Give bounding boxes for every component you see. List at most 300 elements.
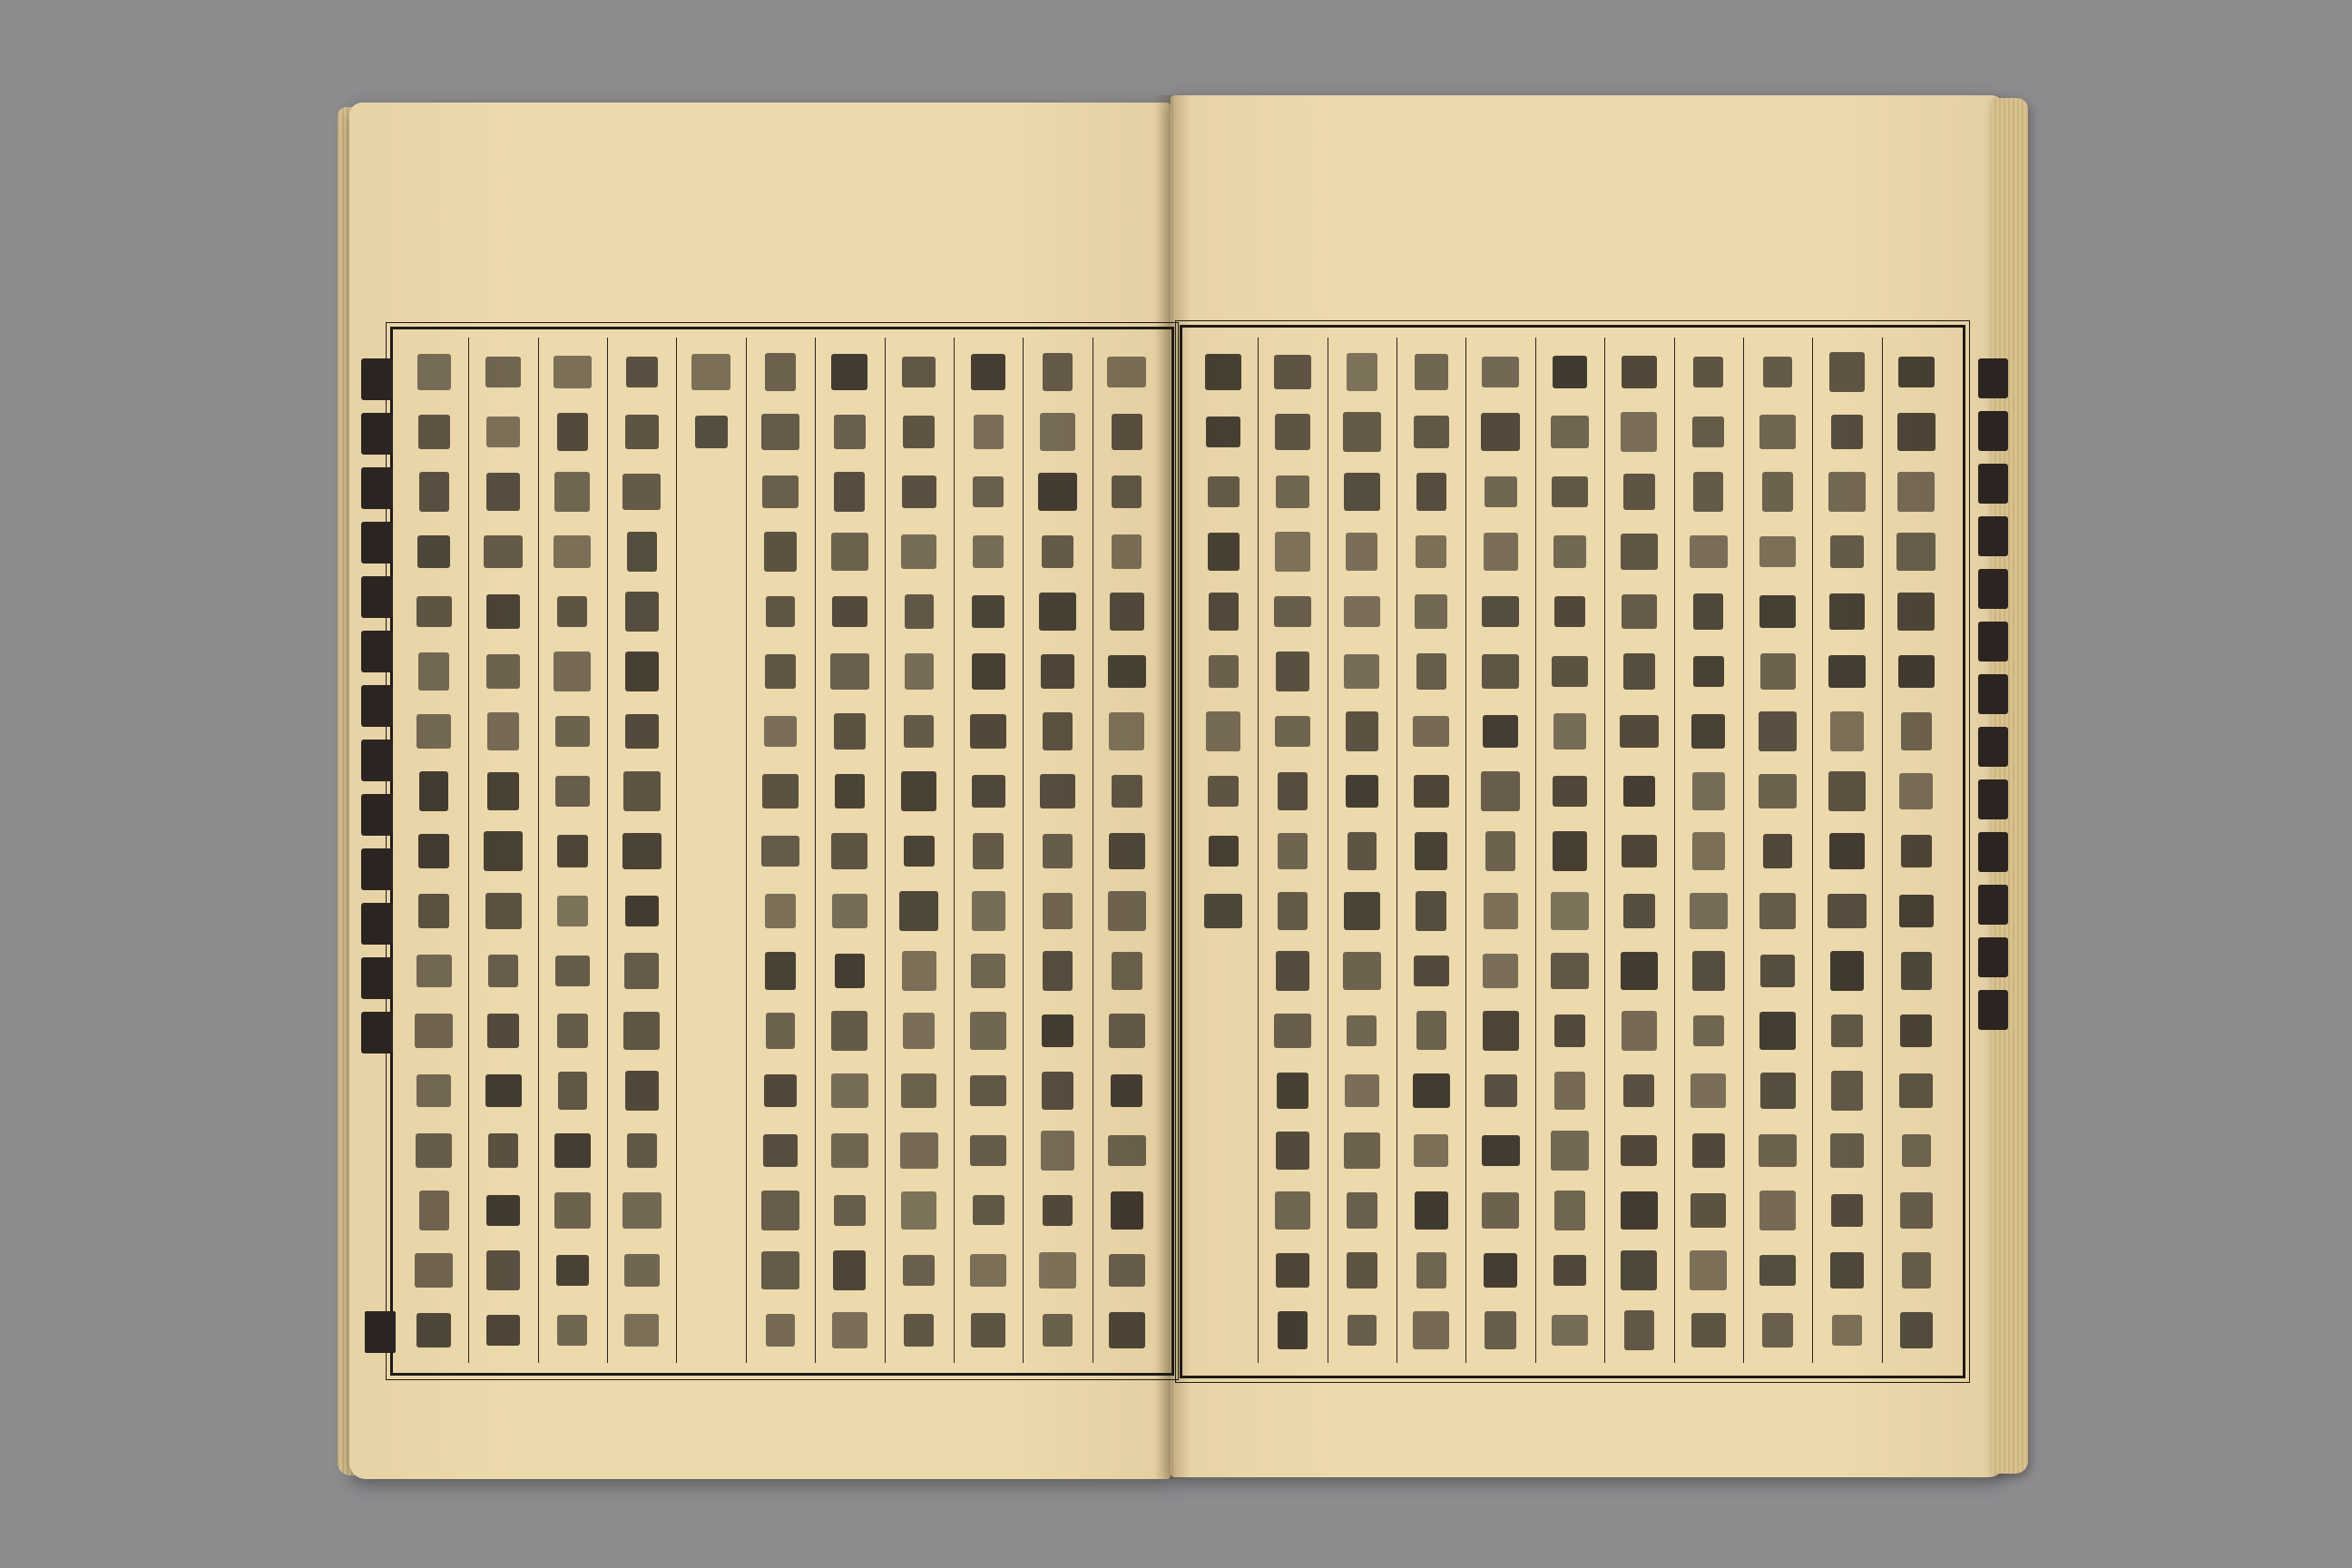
illegible-character — [1278, 892, 1308, 930]
illegible-character — [1347, 1252, 1377, 1289]
illegible-character — [1762, 472, 1794, 513]
illegible-character — [1344, 473, 1380, 512]
illegible-character — [1413, 1073, 1451, 1108]
illegible-character — [1275, 716, 1310, 746]
illegible-character — [1828, 655, 1866, 689]
illegible-character — [1415, 354, 1448, 390]
illegible-character — [361, 903, 393, 945]
illegible-character — [1898, 357, 1936, 387]
illegible-character — [1691, 1313, 1726, 1347]
column-rule — [676, 338, 677, 1363]
illegible-character — [1043, 353, 1072, 391]
illegible-character — [834, 415, 866, 448]
illegible-character — [1553, 356, 1588, 388]
illegible-character — [416, 596, 452, 627]
illegible-character — [1831, 415, 1863, 448]
illegible-character — [905, 653, 934, 690]
illegible-character — [834, 472, 865, 512]
illegible-character — [1109, 833, 1145, 869]
illegible-character — [1275, 1191, 1311, 1229]
illegible-character — [1899, 1073, 1933, 1107]
illegible-character — [1344, 892, 1380, 930]
illegible-character — [905, 594, 934, 630]
illegible-character — [1416, 653, 1446, 689]
illegible-character — [622, 474, 661, 509]
illegible-character — [419, 771, 449, 811]
illegible-character — [1759, 1191, 1796, 1230]
illegible-character — [484, 831, 522, 871]
illegible-character — [416, 714, 451, 750]
illegible-character — [554, 652, 591, 691]
illegible-character — [416, 1133, 452, 1167]
illegible-character — [1485, 476, 1517, 507]
illegible-character — [1551, 416, 1590, 447]
illegible-character — [626, 357, 658, 387]
left-page-text-columns — [399, 338, 1161, 1363]
illegible-character — [1112, 534, 1142, 570]
illegible-character — [1693, 357, 1723, 388]
illegible-character — [1209, 593, 1239, 631]
illegible-character — [557, 835, 589, 868]
illegible-character — [1112, 775, 1142, 808]
illegible-character — [834, 713, 867, 750]
illegible-character — [1345, 1074, 1379, 1106]
illegible-character — [1039, 593, 1077, 630]
illegible-character — [765, 353, 797, 391]
illegible-character — [1623, 653, 1654, 690]
illegible-character — [1828, 472, 1865, 513]
illegible-character — [1043, 1195, 1073, 1225]
illegible-character — [1621, 412, 1657, 452]
illegible-character — [1828, 894, 1866, 929]
illegible-character — [1902, 1252, 1932, 1288]
illegible-character — [1416, 891, 1446, 932]
illegible-character — [971, 1313, 1004, 1348]
illegible-character — [1690, 535, 1728, 568]
illegible-character — [1622, 356, 1657, 388]
illegible-character — [1690, 1250, 1727, 1290]
illegible-character — [417, 535, 450, 568]
illegible-character — [766, 596, 796, 628]
illegible-character — [361, 467, 393, 509]
illegible-character — [1275, 532, 1310, 573]
illegible-character — [1041, 654, 1074, 689]
illegible-character — [1042, 1014, 1073, 1047]
illegible-character — [1693, 472, 1723, 512]
illegible-character — [555, 956, 591, 986]
illegible-character — [361, 957, 393, 999]
illegible-character — [488, 1133, 517, 1167]
illegible-character — [419, 472, 449, 512]
illegible-character — [1206, 416, 1240, 447]
illegible-character — [1043, 712, 1073, 751]
illegible-character — [1553, 1255, 1585, 1287]
illegible-character — [1274, 355, 1312, 389]
column-rule — [746, 338, 747, 1363]
illegible-character — [1831, 1194, 1864, 1227]
illegible-character — [1110, 593, 1144, 630]
illegible-character — [486, 594, 520, 629]
column-rule — [1023, 338, 1024, 1363]
illegible-character — [1896, 533, 1936, 571]
illegible-character — [1276, 1132, 1309, 1171]
illegible-character — [1621, 1191, 1658, 1230]
illegible-character — [361, 522, 393, 564]
illegible-character — [902, 357, 936, 388]
illegible-character — [1208, 776, 1239, 807]
illegible-character — [1552, 476, 1588, 506]
illegible-character — [1414, 416, 1449, 448]
illegible-character — [361, 794, 393, 836]
illegible-character — [832, 596, 867, 628]
illegible-character — [557, 1315, 587, 1346]
illegible-character — [1978, 516, 2008, 556]
illegible-character — [1692, 832, 1725, 870]
illegible-character — [1112, 414, 1142, 450]
illegible-character — [901, 771, 936, 812]
illegible-character — [488, 955, 517, 988]
illegible-character — [764, 1074, 797, 1107]
illegible-character — [1899, 895, 1934, 926]
illegible-character — [830, 653, 868, 690]
illegible-character — [1690, 1073, 1726, 1108]
illegible-character — [1109, 712, 1144, 750]
illegible-character — [624, 1254, 660, 1286]
illegible-character — [1416, 473, 1446, 511]
illegible-character — [1978, 358, 2008, 398]
illegible-character — [418, 834, 448, 868]
illegible-character — [555, 716, 589, 747]
illegible-character — [415, 1014, 454, 1048]
illegible-character — [557, 896, 588, 927]
column-rule — [607, 338, 608, 1363]
illegible-character — [1759, 1012, 1795, 1051]
illegible-character — [762, 475, 799, 507]
illegible-character — [1553, 831, 1587, 872]
illegible-character — [554, 356, 592, 388]
illegible-character — [1485, 831, 1516, 871]
illegible-character — [832, 1312, 867, 1348]
illegible-character — [1554, 1072, 1584, 1111]
illegible-character — [1347, 353, 1377, 391]
illegible-character — [1204, 894, 1242, 928]
illegible-character — [766, 1314, 796, 1347]
illegible-character — [761, 1251, 799, 1290]
illegible-character — [1111, 1074, 1142, 1108]
illegible-character — [1346, 775, 1378, 808]
illegible-character — [1275, 414, 1310, 450]
illegible-character — [625, 714, 659, 750]
illegible-character — [1902, 1134, 1931, 1168]
column-rule — [1396, 338, 1397, 1363]
illegible-character — [1623, 474, 1655, 510]
illegible-character — [1484, 533, 1518, 571]
illegible-character — [1039, 1252, 1076, 1289]
illegible-character — [486, 1315, 520, 1347]
illegible-character — [764, 716, 797, 746]
illegible-character — [1484, 1253, 1517, 1287]
illegible-character — [415, 1253, 453, 1289]
illegible-character — [1107, 357, 1146, 387]
column-rule — [954, 338, 955, 1363]
illegible-character — [1209, 655, 1239, 689]
illegible-character — [1206, 711, 1241, 752]
illegible-character — [833, 1250, 866, 1291]
illegible-character — [1482, 357, 1520, 387]
illegible-character — [417, 354, 451, 390]
illegible-character — [1482, 1192, 1519, 1229]
illegible-character — [1042, 535, 1073, 569]
illegible-character — [416, 1074, 451, 1108]
illegible-character — [1830, 711, 1864, 752]
column-rule — [815, 338, 816, 1363]
illegible-character — [1276, 652, 1308, 691]
illegible-character — [1763, 834, 1793, 869]
illegible-character — [486, 654, 520, 689]
illegible-character — [1042, 1072, 1073, 1110]
illegible-character — [1043, 834, 1073, 868]
illegible-character — [1109, 1312, 1145, 1348]
illegible-character — [1829, 593, 1865, 630]
illegible-character — [1278, 1311, 1308, 1348]
illegible-character — [764, 532, 798, 572]
illegible-character — [1898, 655, 1935, 688]
illegible-character — [900, 1132, 938, 1169]
illegible-character — [901, 534, 936, 570]
illegible-character — [557, 596, 587, 626]
illegible-character — [1692, 772, 1725, 810]
illegible-character — [627, 1133, 657, 1167]
illegible-character — [624, 1314, 659, 1348]
illegible-character — [761, 836, 799, 867]
illegible-character — [487, 1014, 518, 1048]
illegible-character — [831, 1011, 867, 1051]
illegible-character — [765, 894, 796, 928]
illegible-character — [903, 416, 935, 448]
illegible-character — [901, 1073, 936, 1107]
illegible-character — [627, 532, 657, 572]
illegible-character — [361, 848, 393, 890]
illegible-character — [765, 952, 795, 990]
illegible-character — [1343, 412, 1380, 452]
illegible-character — [1620, 715, 1658, 748]
illegible-character — [904, 836, 935, 866]
illegible-character — [1899, 773, 1933, 809]
illegible-character — [1346, 533, 1377, 571]
illegible-character — [623, 771, 660, 811]
illegible-character — [1043, 951, 1072, 992]
illegible-character — [361, 685, 393, 727]
illegible-character — [1109, 1014, 1146, 1047]
illegible-character — [1830, 951, 1863, 990]
illegible-character — [624, 953, 659, 990]
illegible-character — [1348, 1315, 1377, 1347]
illegible-character — [1692, 416, 1725, 446]
illegible-character — [831, 1073, 868, 1108]
illegible-character — [1691, 714, 1725, 748]
illegible-character — [361, 576, 393, 618]
illegible-character — [831, 354, 867, 390]
illegible-character — [1760, 1073, 1796, 1110]
illegible-character — [1830, 1252, 1864, 1289]
illegible-character — [1759, 893, 1796, 930]
illegible-character — [485, 357, 521, 388]
illegible-character — [1415, 832, 1447, 871]
illegible-character — [1978, 832, 2008, 872]
illegible-character — [1621, 952, 1659, 990]
illegible-character — [1901, 835, 1932, 867]
illegible-character — [974, 415, 1004, 448]
column-rule — [1812, 338, 1813, 1363]
illegible-character — [973, 833, 1004, 869]
illegible-character — [1554, 1014, 1586, 1046]
illegible-character — [1624, 1310, 1654, 1351]
illegible-character — [487, 712, 519, 750]
illegible-character — [1205, 354, 1241, 390]
illegible-character — [1344, 1132, 1380, 1169]
illegible-character — [1897, 593, 1935, 631]
illegible-character — [1832, 1315, 1862, 1346]
illegible-character — [1413, 716, 1449, 746]
illegible-character — [1551, 1131, 1589, 1171]
illegible-character — [762, 774, 799, 808]
illegible-character — [1277, 1073, 1308, 1108]
illegible-character — [972, 891, 1005, 930]
illegible-character — [1483, 954, 1517, 988]
illegible-character — [1763, 357, 1793, 387]
illegible-character — [766, 1013, 795, 1048]
illegible-character — [1041, 1131, 1073, 1170]
illegible-character — [1551, 892, 1589, 929]
column-rule — [1465, 338, 1466, 1363]
illegible-character — [1623, 894, 1656, 927]
illegible-character — [761, 414, 799, 450]
illegible-character — [1274, 1014, 1311, 1047]
illegible-character — [899, 891, 938, 930]
illegible-character — [1416, 1011, 1446, 1050]
illegible-character — [971, 954, 1004, 988]
illegible-character — [1348, 832, 1377, 870]
illegible-character — [625, 415, 659, 449]
illegible-character — [622, 833, 662, 870]
illegible-character — [1830, 535, 1863, 568]
illegible-character — [1623, 776, 1655, 806]
illegible-character — [1622, 594, 1657, 630]
illegible-character — [1830, 1133, 1863, 1169]
illegible-character — [1900, 1312, 1933, 1349]
illegible-character — [361, 1012, 393, 1054]
illegible-character — [1690, 893, 1728, 930]
illegible-character — [1276, 1253, 1309, 1289]
illegible-character — [1484, 893, 1518, 929]
illegible-character — [1759, 536, 1796, 567]
illegible-character — [418, 415, 450, 449]
right-page-text-columns — [1189, 338, 1951, 1363]
illegible-character — [623, 1012, 660, 1050]
illegible-character — [1485, 1311, 1516, 1349]
column-rule — [538, 338, 539, 1363]
column-rule — [885, 338, 886, 1363]
illegible-character — [1978, 411, 2008, 451]
illegible-character — [416, 955, 452, 987]
illegible-character — [831, 1133, 869, 1167]
illegible-character — [1553, 713, 1586, 750]
illegible-character — [973, 535, 1003, 569]
illegible-character — [973, 476, 1004, 508]
illegible-character — [1483, 715, 1518, 747]
illegible-character — [972, 653, 1005, 689]
illegible-character — [1416, 1252, 1446, 1289]
illegible-character — [1038, 473, 1076, 512]
illegible-character — [486, 416, 520, 447]
illegible-character — [1276, 951, 1310, 991]
illegible-character — [625, 896, 659, 926]
column-rule — [1535, 338, 1536, 1363]
illegible-character — [361, 740, 393, 781]
illegible-character — [970, 1135, 1006, 1166]
illegible-character — [1760, 955, 1795, 988]
illegible-character — [557, 413, 588, 450]
illegible-character — [1208, 533, 1240, 571]
illegible-character — [970, 1012, 1006, 1049]
illegible-character — [1347, 1192, 1377, 1229]
illegible-character — [1692, 1133, 1725, 1168]
illegible-character — [970, 714, 1005, 748]
illegible-character — [902, 475, 936, 508]
illegible-character — [1978, 569, 2008, 609]
illegible-character — [832, 894, 867, 928]
illegible-character — [904, 1314, 934, 1347]
illegible-character — [1623, 1074, 1654, 1106]
illegible-character — [1112, 475, 1142, 508]
column-rule — [1674, 338, 1675, 1363]
illegible-character — [695, 416, 728, 447]
illegible-character — [1554, 596, 1586, 626]
illegible-character — [970, 1075, 1006, 1106]
illegible-character — [555, 776, 589, 807]
illegible-character — [1829, 833, 1864, 870]
illegible-character — [1759, 711, 1797, 751]
illegible-character — [486, 473, 519, 510]
illegible-character — [486, 1195, 520, 1226]
illegible-character — [1344, 596, 1380, 628]
illegible-character — [1414, 1134, 1448, 1167]
illegible-character — [1760, 653, 1796, 691]
illegible-character — [1762, 1313, 1793, 1347]
illegible-character — [1900, 1014, 1932, 1048]
illegible-character — [1622, 1011, 1658, 1051]
illegible-character — [1900, 1192, 1933, 1229]
illegible-character — [1901, 712, 1932, 750]
illegible-character — [1278, 833, 1308, 868]
illegible-character — [1344, 654, 1379, 689]
illegible-character — [1347, 1015, 1377, 1045]
illegible-character — [486, 1250, 520, 1289]
illegible-character — [416, 1313, 452, 1348]
illegible-character — [901, 1191, 936, 1229]
illegible-character — [1040, 413, 1076, 451]
illegible-character — [365, 1311, 396, 1353]
illegible-character — [361, 631, 393, 672]
illegible-character — [556, 1255, 589, 1286]
illegible-character — [1693, 593, 1723, 629]
illegible-character — [418, 894, 449, 928]
illegible-character — [554, 472, 590, 511]
illegible-character — [1553, 535, 1586, 567]
illegible-character — [1482, 596, 1519, 626]
illegible-character — [903, 1013, 935, 1049]
illegible-character — [763, 1134, 797, 1167]
